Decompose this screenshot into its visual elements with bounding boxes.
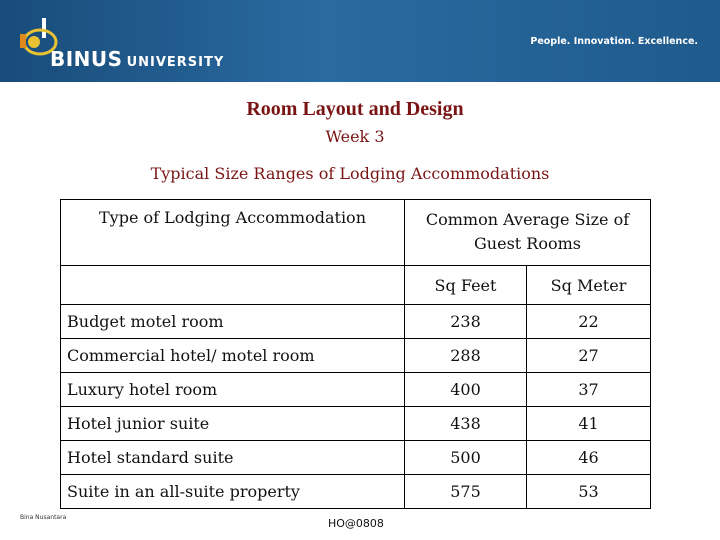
logo-wordmark (50, 47, 224, 71)
row-sq-feet: 400 (405, 373, 527, 407)
table-row (61, 407, 651, 441)
table-row (61, 475, 651, 509)
table-header-row (61, 200, 651, 266)
unit-row-blank (61, 266, 405, 305)
slide-title: Room Layout and Design (246, 98, 464, 120)
table-row (61, 339, 651, 373)
table-row (61, 441, 651, 475)
col-header-average: Common Average Size of Guest Rooms (405, 200, 651, 266)
table-caption: Typical Size Ranges of Lodging Accommodations (150, 164, 550, 183)
row-sq-feet: 575 (405, 475, 527, 509)
lodging-size-table (60, 199, 651, 509)
row-type: Hotel junior suite (61, 407, 405, 441)
row-sq-feet: 438 (405, 407, 527, 441)
table-unit-row (61, 266, 651, 305)
row-type: Budget motel room (61, 305, 405, 339)
row-type: Commercial hotel/ motel room (61, 339, 405, 373)
unit-sq-feet: Sq Feet (405, 266, 527, 305)
logo-main: BINUS (50, 47, 123, 71)
row-type: Suite in an all-suite property (61, 475, 405, 509)
row-sq-meter: 37 (527, 373, 651, 407)
unit-sq-meter: Sq Meter (527, 266, 651, 305)
slide-subtitle: Week 3 (325, 127, 385, 146)
footer-organization: Bina Nusantara (20, 514, 67, 521)
table-row (61, 373, 651, 407)
row-type: Hotel standard suite (61, 441, 405, 475)
row-type: Luxury hotel room (61, 373, 405, 407)
row-sq-meter: 22 (527, 305, 651, 339)
row-sq-feet: 500 (405, 441, 527, 475)
row-sq-meter: 27 (527, 339, 651, 373)
logo-sub: UNIVERSITY (126, 55, 225, 70)
col-header-type: Type of Lodging Accommodation (61, 200, 405, 266)
row-sq-meter: 46 (527, 441, 651, 475)
table-row (61, 305, 651, 339)
footer-code: HO@0808 (328, 517, 384, 530)
row-sq-meter: 41 (527, 407, 651, 441)
row-sq-feet: 238 (405, 305, 527, 339)
tagline: People. Innovation. Excellence. (530, 36, 698, 47)
header-banner (0, 0, 720, 82)
row-sq-meter: 53 (527, 475, 651, 509)
row-sq-feet: 288 (405, 339, 527, 373)
